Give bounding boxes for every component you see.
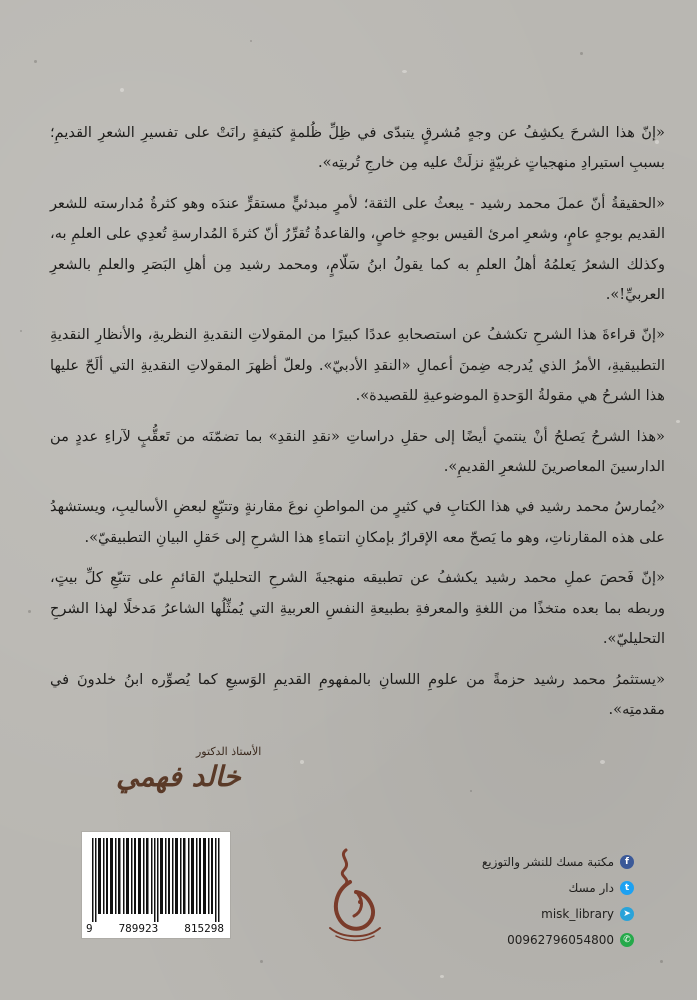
blurb-paragraph: «الحقيقةُ أنّ عملَ محمد رشيد - يبعثُ على الثقة؛ لأمرٍ مبدئيٍّ مستقرٍّ عندَه وهو كثرةُ مُدارسته للشعر القديم بوجهٍ عامٍ، وشعرِ امرئ القيس بوجهٍ خاصٍ، والقاعدةُ تُقرِّرُ أنّ كثرةَ المُدارسةِ تُعدِي على العلمِ به، وكذلك الشعرُ يَعلمُهُ أهلُ العلمِ به كما يقولُ ابنُ سَلّامٍ، ومحمد رشيد مِن أهلِ البَصَرِ والعلمِ بالشعرِ العربيِّ!». — [50, 194, 665, 304]
blurb-paragraph: «هذا الشرحُ يَصلحُ أنْ ينتميَ أيضًا إلى حقلِ دراساتِ «نقدِ النقدِ» بما تضمّنَه من تَعقُّبٍ لآراءِ عددٍ من الدارسينَ المعاصرينَ للشعرِ القديمِ». — [50, 427, 665, 476]
contact-facebook-text: مكتبة مسك للنشر والتوزيع — [481, 855, 614, 869]
whatsapp-icon: ✆ — [620, 933, 634, 947]
blurb-text — [50, 118, 665, 735]
telegram-icon: ➤ — [620, 907, 634, 921]
blurb-paragraph: «إنّ فَحصَ عملِ محمد رشيد يكشفُ عن تطبيقه منهجيةَ الشرحِ التحليليّ القائمِ على تتبّعِ كلِّ بيتٍ، وربطه بما بعده متخذًا من اللغةِ والمعرفةِ بطبيعةِ النفسِ العربيةِ التي يُمثِّلُها الشاعرُ مَدخلًا لهذا الشرحِ التحليليّ». — [50, 569, 665, 648]
signature-title: الأستاذ الدكتور — [196, 745, 262, 758]
isbn-group2: 815298 — [184, 922, 224, 935]
twitter-icon: t — [620, 881, 634, 895]
contact-telegram-text: misk_library — [541, 907, 614, 921]
publisher-logo — [320, 842, 388, 947]
blurb-paragraph: «إنّ قراءةَ هذا الشرحِ تكشفُ عن استصحابهِ عددًا كبيرًا من المقولاتِ النقديةِ النظريةِ، والأنظارِ النقديةِ التطبيقيةِ، الأمرُ الذي يُدرجه ضِمنَ أعمالِ «النقدِ الأدبيّ». ولعلّ أظهرَ المقولاتِ النقديةِ التي ألَحّ عليها هذا الشرحُ هي مقولةُ الوَحدةِ الموضوعيةِ للقصيدة». — [50, 326, 665, 405]
blurb-paragraph: «يستثمرُ محمد رشيد حزمةً من علومِ اللسانِ بالمفهومِ القديمِ الوَسيعِ كما يُصوِّره ابنُ خلدونَ في مقدمتِه». — [50, 670, 666, 718]
contact-whatsapp-text: 00962796054800 — [507, 933, 614, 947]
contact-twitter[interactable] — [568, 878, 634, 898]
isbn-number — [86, 922, 224, 935]
isbn-group1: 789923 — [118, 922, 159, 935]
facebook-icon: f — [620, 855, 634, 869]
contact-whatsapp[interactable] — [507, 930, 634, 950]
blurb-paragraph: «يُمارسُ محمد رشيد في هذا الكتابِ في كثيرٍ من المواطنِ نوعَ مقارنةٍ وتتبّعٍ لبعضِ الأساليبِ، ويستشهدُ على هذه المقارناتِ، وهو ما يَصحّ معه الإقرارُ بإمكانِ انتماءِ هذا الشرحِ إلى حَقلِ البيانِ التطبيقيّ». — [50, 498, 665, 546]
contact-facebook[interactable] — [482, 852, 634, 872]
blurb-paragraph: «إنّ هذا الشرحَ يكشِفُ عن وجهٍ مُشرقٍ يتبدّى في ظِلِّ ظُلمةٍ كثيفةٍ رانَتْ على تفسيرِ الشعرِ القديمِ؛ بسببِ استيرادِ منهجياتٍ غربيّةٍ نزلَتْ عليه مِن خارجِ تُربتِه». — [50, 124, 665, 172]
isbn-prefix: 9 — [86, 922, 93, 935]
barcode-bars — [92, 838, 220, 922]
signature-name: خالد فهمي — [116, 760, 241, 793]
contact-telegram[interactable] — [541, 904, 634, 924]
contact-twitter-text: دار مسك — [568, 881, 614, 895]
isbn-barcode — [82, 832, 230, 938]
